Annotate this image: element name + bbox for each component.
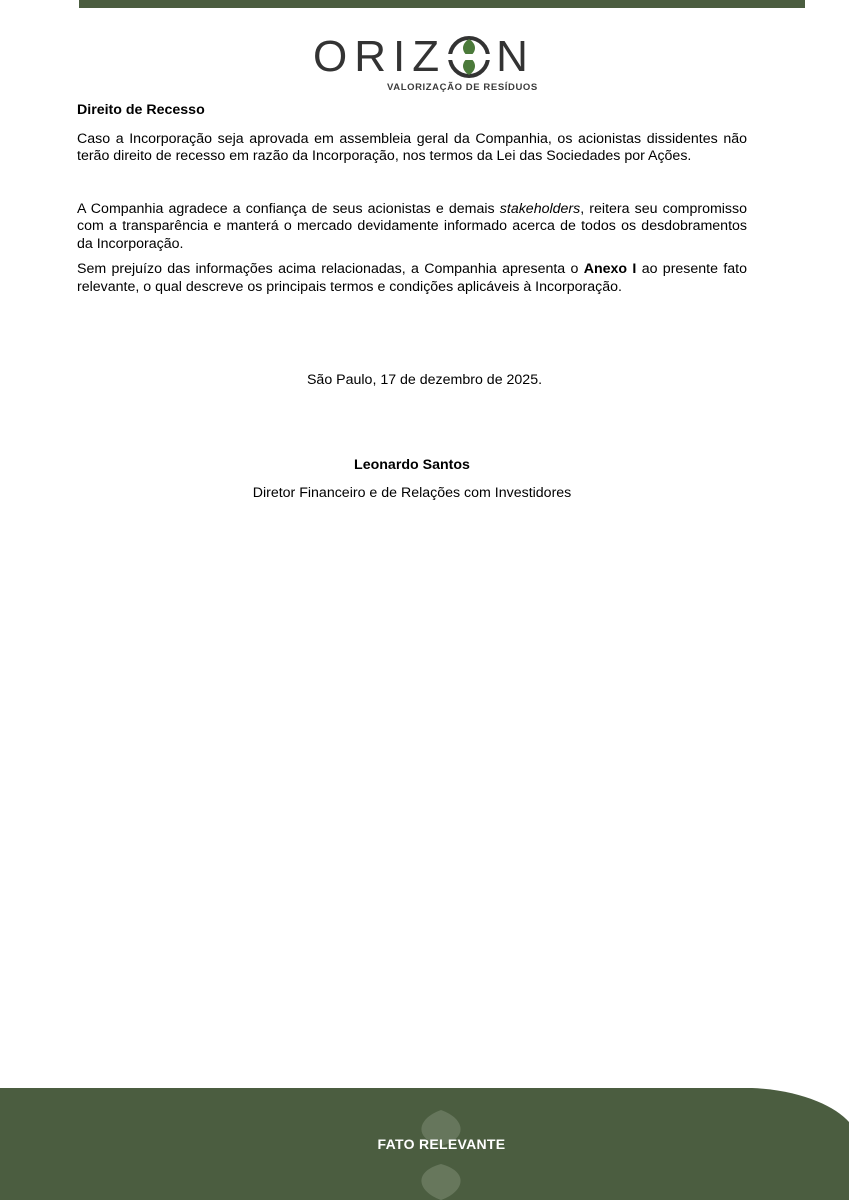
paragraph-recesso: Caso a Incorporação seja aprovada em assembleia geral da Companhia, os acionistas dissidentes não terão direito de recesso em razão da Incorporação, nos termos da Lei das Sociedades por Ações. [77,130,747,164]
paragraph-agradecimento [77,201,747,254]
anexo-reference: Anexo I [583,261,637,277]
document-body [77,102,747,296]
footer-band [0,1088,849,1200]
paragraph-anexo-text-2: ao presente fato relevante, o qual descreve os principais termos e condições aplicáveis à Incorporação. [77,261,748,295]
stakeholders-emphasis: stakeholders [499,200,581,217]
logo-word-left: ORIZ [313,32,447,81]
signer-title: Diretor Financeiro e de Relações com Investidores [252,485,572,501]
logo-word-right: N [496,32,535,81]
signer-name: Leonardo Santos [354,457,470,473]
logo-wordmark [313,32,535,81]
orizon-logo [313,32,538,96]
footer-label: FATO RELEVANTE [377,1136,506,1152]
paragraph-anexo-text-1: Sem prejuízo das informações acima relacionadas, a Companhia apresenta o [77,261,584,277]
section-heading: Direito de Recesso [77,102,205,118]
top-accent-bar [79,0,805,8]
paragraph-agradecimento-text-1: A Companhia agradece a confiança de seus acionistas e demais [77,200,500,217]
paragraph-anexo [77,261,747,296]
paragraph-agradecimento-text-2: , reitera seu compromisso com a transparência e manterá o mercado devidamente informado acerca de todos os desdobramentos da Incorporação. [77,200,748,252]
leaf-mark-icon [448,36,490,78]
place-and-date: São Paulo, 17 de dezembro de 2025. [306,372,543,388]
logo-subtitle: VALORIZAÇÃO DE RESÍDUOS [387,82,538,93]
